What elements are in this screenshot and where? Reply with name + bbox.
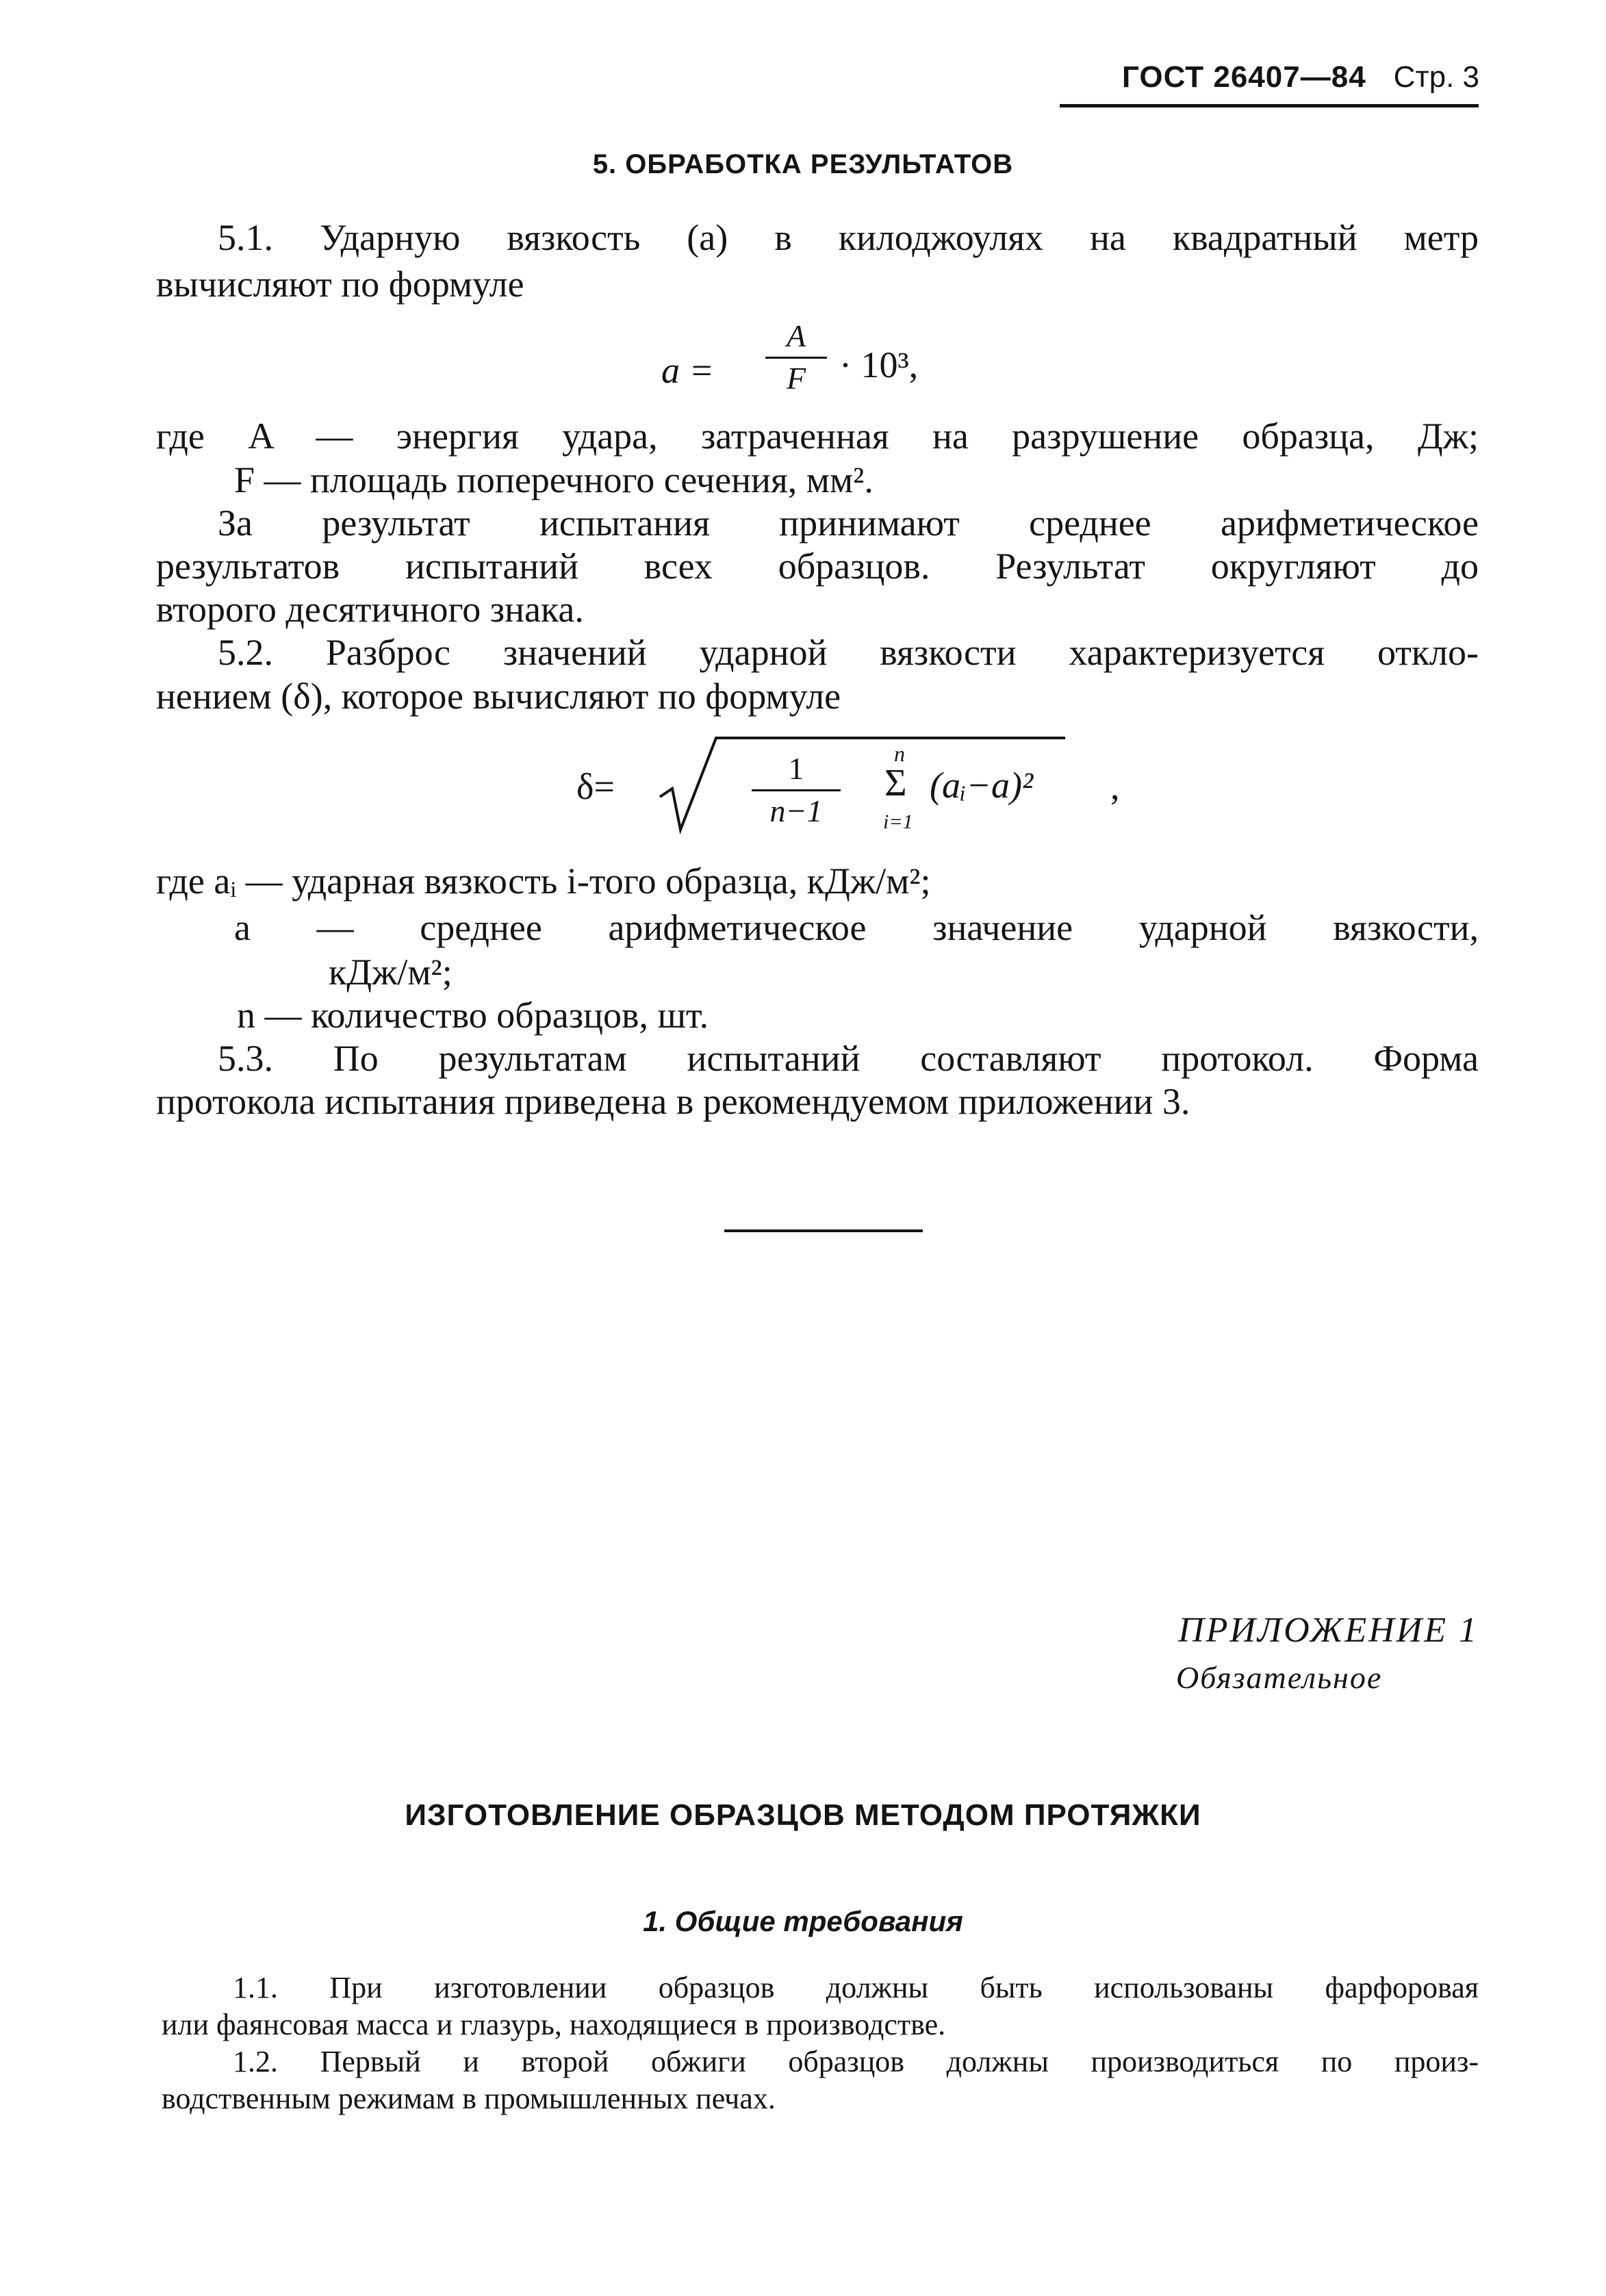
paragraph-5-1-line2: вычисляют по формуле [156,264,524,305]
section-end-rule [724,1229,923,1232]
paragraph-5-2-line2: нением (δ), которое вычисляют по формуле [156,676,841,717]
fraction-bar [752,789,841,791]
sum-sign: Σ [884,762,907,804]
sum-upper-limit: n [894,741,905,766]
formula1-denominator: F [786,360,806,396]
where2-line3: кДж/м²; [329,952,453,993]
fraction-bar [765,357,827,359]
formula2-fraction [752,752,841,828]
formula2-body: (aᵢ−a)² [930,765,1034,806]
section-heading: 5. ОБРАБОТКА РЕЗУЛЬТАТОВ [592,149,1014,179]
paragraph-5-3-line1: 5.3. По результатам испытаний составляют протокол. Форма [218,1038,1479,1079]
formula1-fraction [765,319,827,396]
sum-lower-limit: i=1 [883,811,913,833]
paragraph-1-1-line1: 1.1. При изготовлении образцов должны быть использованы фарфоровая [233,1971,1479,2004]
where2-line1: где aᵢ — ударная вязкость i-того образца, кДж/м²; [156,860,931,902]
result-paragraph-line3: второго десятичного знака. [156,589,584,630]
where1-line1: где A — энергия удара, затраченная на разрушение образца, Дж; [156,416,1479,457]
formula2-numerator: 1 [788,751,804,786]
paragraph-5-2-line1: 5.2. Разброс значений ударной вязкости характеризуется откло- [218,632,1479,673]
result-paragraph-line2: результатов испытаний всех образцов. Результат округляют до [156,546,1479,587]
where2-line2: a — среднее арифметическое значение ударной вязкости, [234,907,1479,948]
formula2-tail: , [1110,766,1120,807]
page-number: Стр. 3 [1393,60,1479,94]
document-code: ГОСТ 26407—84 [1122,60,1366,94]
formula1-tail: · 10³, [839,344,919,385]
header-rule [1060,104,1479,107]
appendix-status: Обязательное [1176,1660,1383,1695]
paragraph-1-1-line2: или фаянсовая масса и глазурь, находящиеся в производстве. [162,2008,946,2041]
appendix-label: ПРИЛОЖЕНИЕ 1 [1178,1611,1479,1650]
subsection-title: 1. Общие требования [643,1905,963,1937]
paragraph-5-3-line2: протокола испытания приведена в рекомендуемом приложении 3. [156,1081,1190,1122]
formula2-lhs: δ= [576,766,615,807]
formula1-numerator: A [786,318,806,353]
paragraph-5-1-line1: 5.1. Ударную вязкость (a) в килоджоулях на квадратный метр [218,217,1479,258]
formula1-lhs: a = [661,350,714,391]
paragraph-1-2-line1: 1.2. Первый и второй обжиги образцов должны производиться по произ- [233,2045,1479,2078]
running-header [1122,60,1479,94]
where2-line4: n — количество образцов, шт. [237,995,709,1036]
where1-line2: F — площадь поперечного сечения, мм². [234,459,874,500]
appendix-title: ИЗГОТОВЛЕНИЕ ОБРАЗЦОВ МЕТОДОМ ПРОТЯЖКИ [405,1798,1201,1832]
paragraph-1-2-line2: водственным режимам в промышленных печах. [162,2082,776,2115]
result-paragraph-line1: За результат испытания принимают среднее арифметическое [218,502,1479,544]
formula2-denominator: n−1 [769,793,823,828]
